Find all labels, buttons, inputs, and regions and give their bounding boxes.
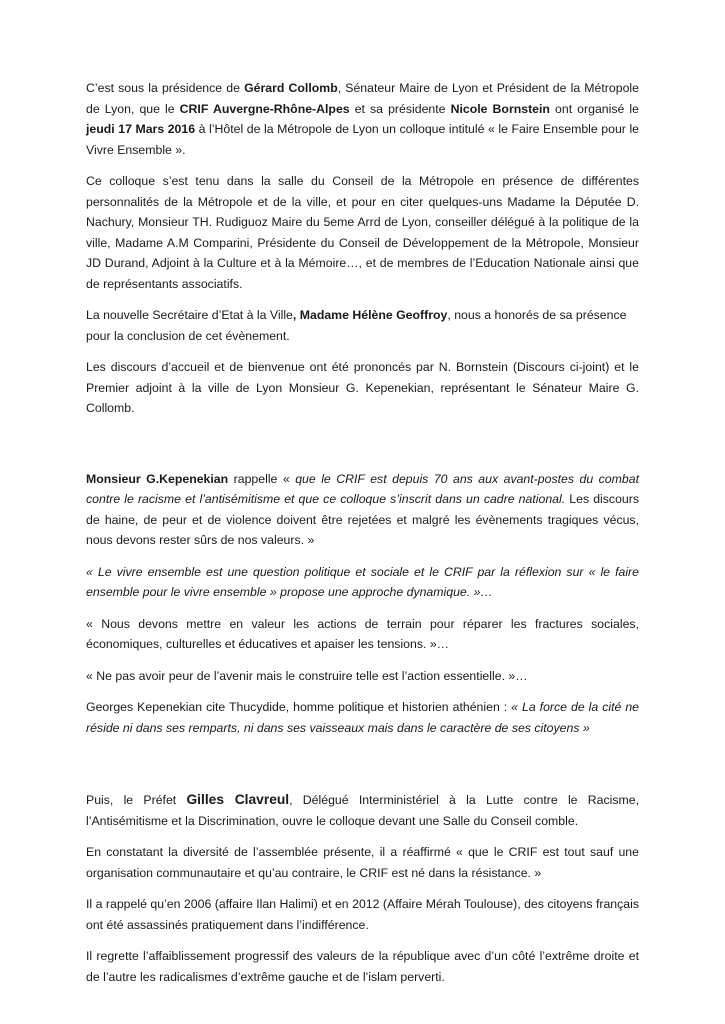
text: , Sénateur Maire de Lyon et Président de la Métropole de Lyon, que le [86,81,639,116]
text: Les discours de haine, de peur et de violence doivent être rejetées et malgré les évènements tragiques vécus, nous devons rester sûrs de nos valeurs. » [86,492,639,547]
bold-name-collomb: Gérard Collomb [244,81,338,95]
text: La nouvelle Secrétaire d’Etat à la Ville [86,308,293,322]
text: Puis, le Préfet [86,793,187,807]
paragraph-speeches: Les discours d’accueil et de bienvenue ont été prononcés par N. Bornstein (Discours ci-joint) et le Premier adjoint à la ville de Lyon Monsieur G. Kepenekian, représentant le Sénateur Maire G. Collomb. [86,360,639,415]
paragraph-secretary [86,305,639,346]
paragraph-regret: Il regrette l’affaiblissement progressif des valeurs de la république avec d’un côté l’extrême droite et de l’autre les radicalismes d’extrême gauche et de l’islam perverti. [86,949,639,984]
text: et sa présidente [349,101,451,116]
paragraph-diversite: En constatant la diversité de l’assemblée présente, il a réaffirmé « que le CRIF est tout sauf une organisation communautaire et qu’au contraire, le CRIF est né dans la résistance. » [86,845,639,880]
paragraph-thucydide [86,697,639,738]
paragraph-attendees: Ce colloque s’est tenu dans la salle du Conseil de la Métropole en présence de différentes personnalités de la Métropole et de la ville, et pour en citer quelques-uns Madame la Députée D. Nachury, Monsieur TH. Rudiguoz Maire du 5eme Arrd de Lyon, conseiller délégué à la politique de la ville, Madame A.M Comparini, Présidente du Conseil de Développement de la Métropole, Monsieur JD Durand, Adjoint à la Culture et à la Mémoire…, et de membres de l’Education Nationale ainsi que de représentants associatifs. [86,174,639,291]
text: ont organisé le [549,101,639,116]
bold-name-kepenekian: Monsieur G.Kepenekian [86,471,229,486]
text: rappelle « [228,471,296,486]
text: à l’Hôtel de la Métropole de Lyon un colloque intitulé « le Faire Ensemble pour le Vivre Ensemble ». [86,122,640,157]
bold-name-geoffroy: , Madame Hélène Geoffroy [292,308,448,322]
paragraph-quote-vivre-ensemble [86,562,639,603]
italic-quote: « La force de la cité ne réside ni dans ses remparts, ni dans ses vaisseaux mais dans le caractère de ses citoyens » [86,700,639,735]
text: Georges Kepenekian cite Thucydide, homme politique et historien athénien : [86,700,512,714]
bold-date: jeudi 17 Mars 2016 [86,122,196,136]
paragraph-quote-avenir: « Ne pas avoir peur de l’avenir mais le construire telle est l’action essentielle. »… [86,668,528,683]
bold-name-clavreul: Gilles Clavreul [186,792,290,807]
italic-quote: « Le vivre ensemble est une question politique et sociale et le CRIF par la réflexion sur « le faire ensemble pour le vivre ensemble » propose une approche dynamique. »… [86,564,639,599]
paragraph-rappel: Il a rappelé qu’en 2006 (affaire Ilan Halimi) et en 2012 (Affaire Mérah Toulouse), des citoyens français ont été assassinés pratiquement dans l’indifférence. [86,897,639,932]
paragraph-quote-actions: « Nous devons mettre en valeur les actions de terrain pour réparer les fractures sociales, économiques, culturelles et éducatives et apaiser les tensions. »… [86,616,639,651]
paragraph-kepenekian [86,469,639,551]
text: C’est sous la présidence de [86,81,245,95]
bold-crif: CRIF Auvergne-Rhône-Alpes [179,101,350,116]
italic-quote: que le CRIF est depuis 70 ans aux avant-postes du combat contre le racisme et l’antisémitisme et que ce colloque s’inscrit dans un cadre national. [86,471,639,506]
text: , nous a honorés de sa présence pour la conclusion de cet évènement. [86,308,627,343]
bold-name-bornstein: Nicole Bornstein [450,101,550,116]
paragraph-intro [86,78,639,160]
paragraph-prefet [86,790,639,831]
text: , Délégué Interministériel à la Lutte contre le Racisme, l’Antisémitisme et la Discrimination, ouvre le colloque devant une Salle du Conseil comble. [86,793,640,828]
